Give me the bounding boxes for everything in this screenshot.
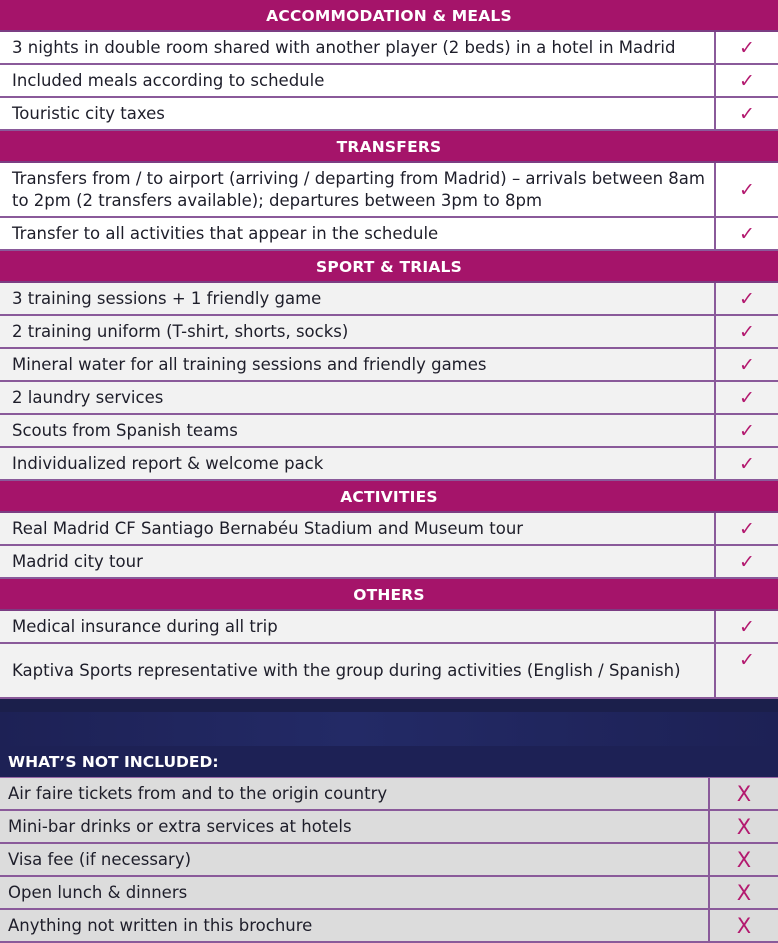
item-text: Anything not written in this brochure: [0, 910, 710, 941]
section-title: ACCOMMODATION & MEALS: [0, 0, 778, 32]
item-text: Transfer to all activities that appear in the schedule: [0, 218, 716, 249]
check-icon: ✓: [739, 36, 755, 59]
section-title: TRANSFERS: [0, 131, 778, 163]
check-icon: ✓: [739, 550, 755, 573]
table-row: [0, 382, 778, 415]
check-icon: ✓: [739, 615, 755, 638]
item-text: Kaptiva Sports representative with the group during activities (English / Spanish): [0, 644, 716, 697]
check-icon: ✓: [739, 649, 755, 671]
table-row: [0, 910, 778, 943]
table-row: [0, 611, 778, 644]
table-row: [0, 163, 778, 218]
section-others: [0, 579, 778, 699]
section-title: SPORT & TRIALS: [0, 251, 778, 283]
item-text: Transfers from / to airport (arriving / departing from Madrid) – arrivals between 8am to 2pm (2 transfers available); departures between 3pm to 8pm: [0, 163, 716, 216]
check-icon: ✓: [739, 353, 755, 376]
table-row: [0, 448, 778, 481]
table-row: [0, 778, 778, 811]
table-row: [0, 283, 778, 316]
item-text: Included meals according to schedule: [0, 65, 716, 96]
item-text: Madrid city tour: [0, 546, 716, 577]
table-row: [0, 32, 778, 65]
section-title: OTHERS: [0, 579, 778, 611]
table-row: [0, 415, 778, 448]
not-included-title: WHAT’S NOT INCLUDED:: [0, 746, 778, 778]
cross-icon: X: [736, 880, 752, 905]
table-row: [0, 98, 778, 131]
section-transfers: [0, 131, 778, 251]
table-row: [0, 65, 778, 98]
check-icon: ✓: [739, 102, 755, 125]
table-row: [0, 316, 778, 349]
item-text: 3 training sessions + 1 friendly game: [0, 283, 716, 314]
decorative-band: [0, 712, 778, 747]
table-row: [0, 811, 778, 844]
item-text: Touristic city taxes: [0, 98, 716, 129]
item-text: Open lunch & dinners: [0, 877, 710, 908]
item-text: 3 nights in double room shared with another player (2 beds) in a hotel in Madrid: [0, 32, 716, 63]
check-icon: ✓: [739, 320, 755, 343]
item-text: Individualized report & welcome pack: [0, 448, 716, 479]
section-title: ACTIVITIES: [0, 481, 778, 513]
cross-icon: X: [736, 913, 752, 938]
cross-icon: X: [736, 781, 752, 806]
item-text: Scouts from Spanish teams: [0, 415, 716, 446]
table-row: [0, 218, 778, 251]
section-activities: [0, 481, 778, 579]
item-text: Mineral water for all training sessions and friendly games: [0, 349, 716, 380]
table-row: [0, 349, 778, 382]
section-sport-trials: [0, 251, 778, 481]
item-text: 2 laundry services: [0, 382, 716, 413]
check-icon: ✓: [739, 452, 755, 475]
section-accommodation-meals: [0, 0, 778, 131]
item-text: Air faire tickets from and to the origin country: [0, 778, 710, 809]
item-text: Visa fee (if necessary): [0, 844, 710, 875]
check-icon: ✓: [739, 287, 755, 310]
table-row: [0, 844, 778, 877]
cross-icon: X: [736, 847, 752, 872]
cross-icon: X: [736, 814, 752, 839]
item-text: Mini-bar drinks or extra services at hotels: [0, 811, 710, 842]
table-row: [0, 644, 778, 699]
check-icon: ✓: [739, 69, 755, 92]
table-row: [0, 877, 778, 910]
item-text: Real Madrid CF Santiago Bernabéu Stadium and Museum tour: [0, 513, 716, 544]
not-included-table: [0, 746, 778, 943]
check-icon: ✓: [739, 419, 755, 442]
table-row: [0, 513, 778, 546]
table-row: [0, 546, 778, 579]
check-icon: ✓: [739, 386, 755, 409]
check-icon: ✓: [739, 178, 755, 201]
check-icon: ✓: [739, 222, 755, 245]
item-text: 2 training uniform (T-shirt, shorts, socks): [0, 316, 716, 347]
item-text: Medical insurance during all trip: [0, 611, 716, 642]
check-icon: ✓: [739, 517, 755, 540]
